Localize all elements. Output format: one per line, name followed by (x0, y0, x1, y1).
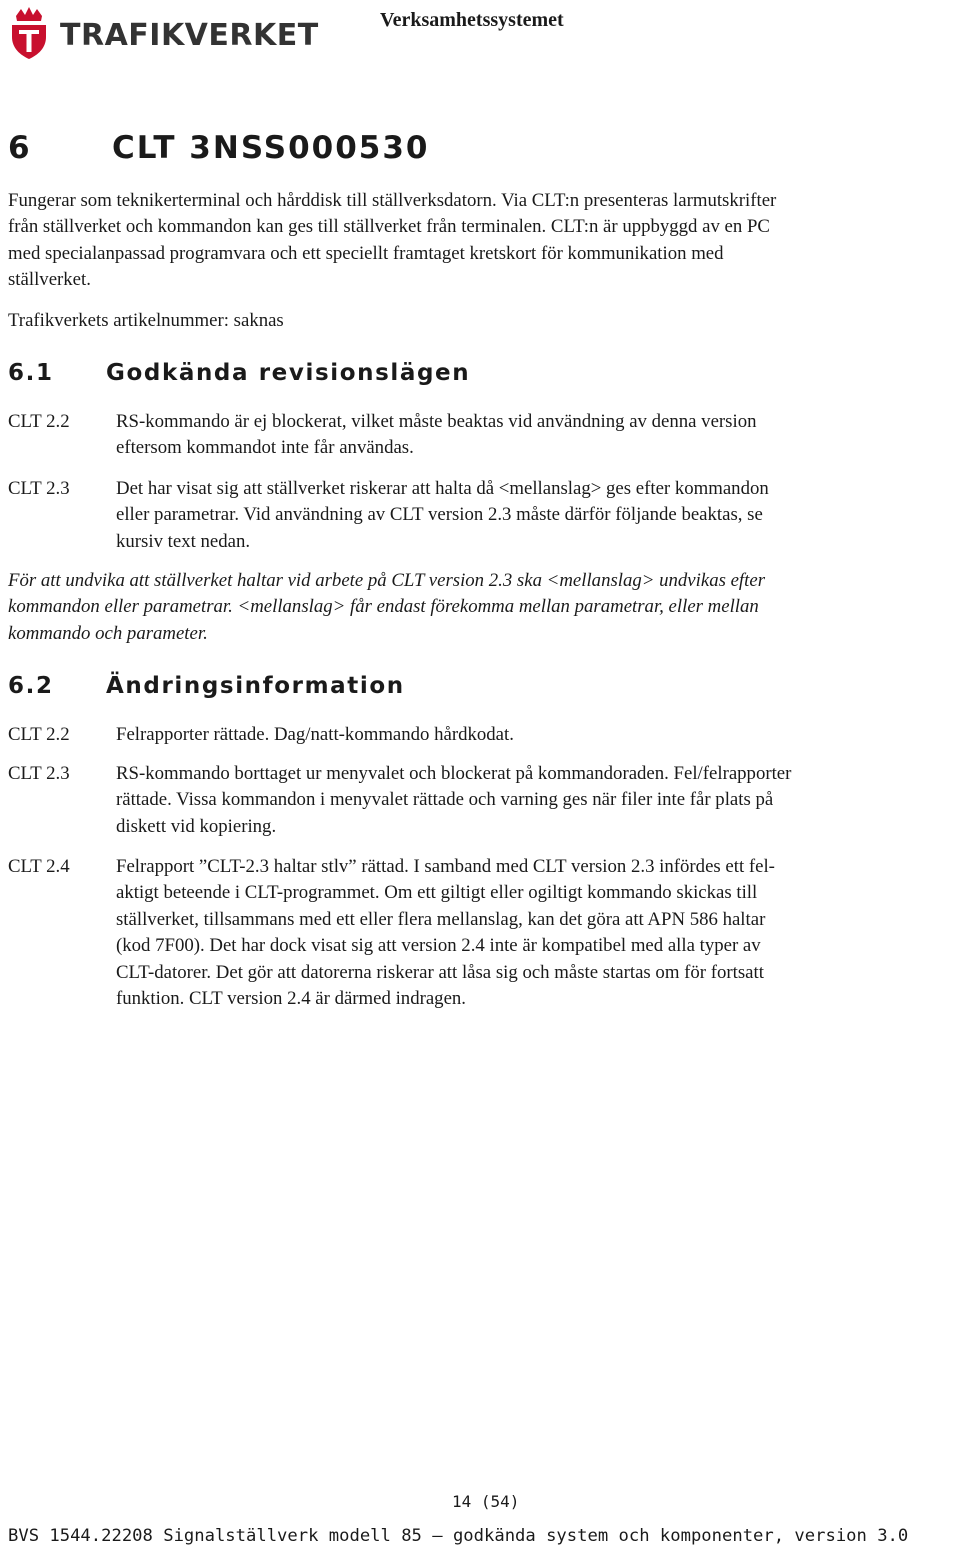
intro-paragraph (8, 188, 953, 294)
entry-line: Felrapport ”CLT-2.3 haltar stlv” rättad. I samband med CLT version 2.3 infördes ett fel- (116, 856, 775, 877)
document-header-title: Verksamhetssystemet (380, 9, 564, 31)
crown-shield-icon (8, 6, 50, 60)
subsection-heading-changes (8, 673, 405, 699)
intro-line: Fungerar som teknikerterminal och hårddisk till ställverksdatorn. Via CLT:n presenteras larmutskrifter (8, 190, 777, 211)
entry-version: CLT 2.2 (8, 411, 70, 432)
entry-version: CLT 2.3 (8, 763, 70, 784)
entry-version: CLT 2.4 (8, 856, 70, 877)
subsection-number: 6.1 (8, 360, 54, 386)
note-line: kommando och parameter. (8, 622, 208, 644)
section-title: CLT 3NSS000530 (112, 130, 430, 166)
intro-line: med specialanpassad programvara och ett speciellt framtaget kretskort för kommunikation med (8, 242, 724, 264)
entry-line: (kod 7F00). Det har dock visat sig att version 2.4 inte är kompatibel med alla typer av (116, 935, 761, 957)
document-footer: BVS 1544.22208 Signalställverk modell 85 – godkända system och komponenter, version 3.0 (8, 1526, 909, 1546)
entry-version: CLT 2.2 (8, 724, 70, 745)
entry-text (116, 854, 952, 1012)
entry-text (116, 476, 952, 555)
logo-wordmark: TRAFIKVERKET (60, 18, 319, 53)
entry-line: funktion. CLT version 2.4 är därmed indragen. (116, 988, 466, 1010)
entry-line: eller parametrar. Vid användning av CLT version 2.3 måste därför följande beaktas, se (116, 504, 763, 526)
section-number: 6 (8, 130, 32, 166)
subsection-title: Godkända revisionslägen (106, 360, 471, 386)
note-line: För att undvika att ställverket haltar vid arbete på CLT version 2.3 ska <mellanslag> undvikas efter (8, 570, 766, 591)
entry-text (116, 761, 952, 840)
entry-line: aktigt beteende i CLT-programmet. Om ett giltigt eller ogiltigt kommando skickas till (116, 882, 758, 904)
entry-version: CLT 2.3 (8, 478, 70, 499)
entry-line: Det har visat sig att ställverket riskerar att halta då <mellanslag> ges efter kommandon (116, 478, 769, 499)
subsection-title: Ändringsinformation (106, 673, 405, 699)
italic-note (8, 568, 953, 647)
entry-text (116, 409, 952, 462)
note-line: kommandon eller parametrar. <mellanslag> får endast förekomma mellan parametrar, eller mellan (8, 596, 759, 618)
intro-line: från ställverket och kommandon kan ges till ställverket från terminalen. CLT:n är uppbyggd av en PC (8, 216, 770, 238)
entry-text (116, 722, 952, 748)
article-number: Trafikverkets artikelnummer: saknas (8, 310, 284, 331)
page-number: 14 (54) (452, 1492, 520, 1511)
entry-line: RS-kommando borttaget ur menyvalet och blockerat på kommandoraden. Fel/felrapporter (116, 763, 792, 784)
entry-line: ställverket, tillsammans med ett eller flera mellanslag, kan det göra att APN 586 haltar (116, 908, 766, 930)
entry-line: RS-kommando är ej blockerat, vilket måste beaktas vid användning av denna version (116, 411, 757, 432)
trafikverket-logo (8, 6, 319, 60)
section-heading (8, 130, 430, 166)
subsection-number: 6.2 (8, 673, 54, 699)
entry-line: CLT-datorer. Det gör att datorerna riskerar att låsa sig och måste startas om för fortsatt (116, 961, 764, 983)
entry-line: eftersom kommandot inte får användas. (116, 437, 414, 459)
entry-line: kursiv text nedan. (116, 530, 251, 552)
subsection-heading-approved (8, 360, 470, 386)
entry-line: rättade. Vissa kommandon i menyvalet rättade och varning ges när filer inte får plats på (116, 789, 774, 811)
entry-line: Felrapporter rättade. Dag/natt-kommando hårdkodat. (116, 724, 514, 745)
entry-line: diskett vid kopiering. (116, 815, 277, 837)
intro-line: ställverket. (8, 269, 91, 291)
